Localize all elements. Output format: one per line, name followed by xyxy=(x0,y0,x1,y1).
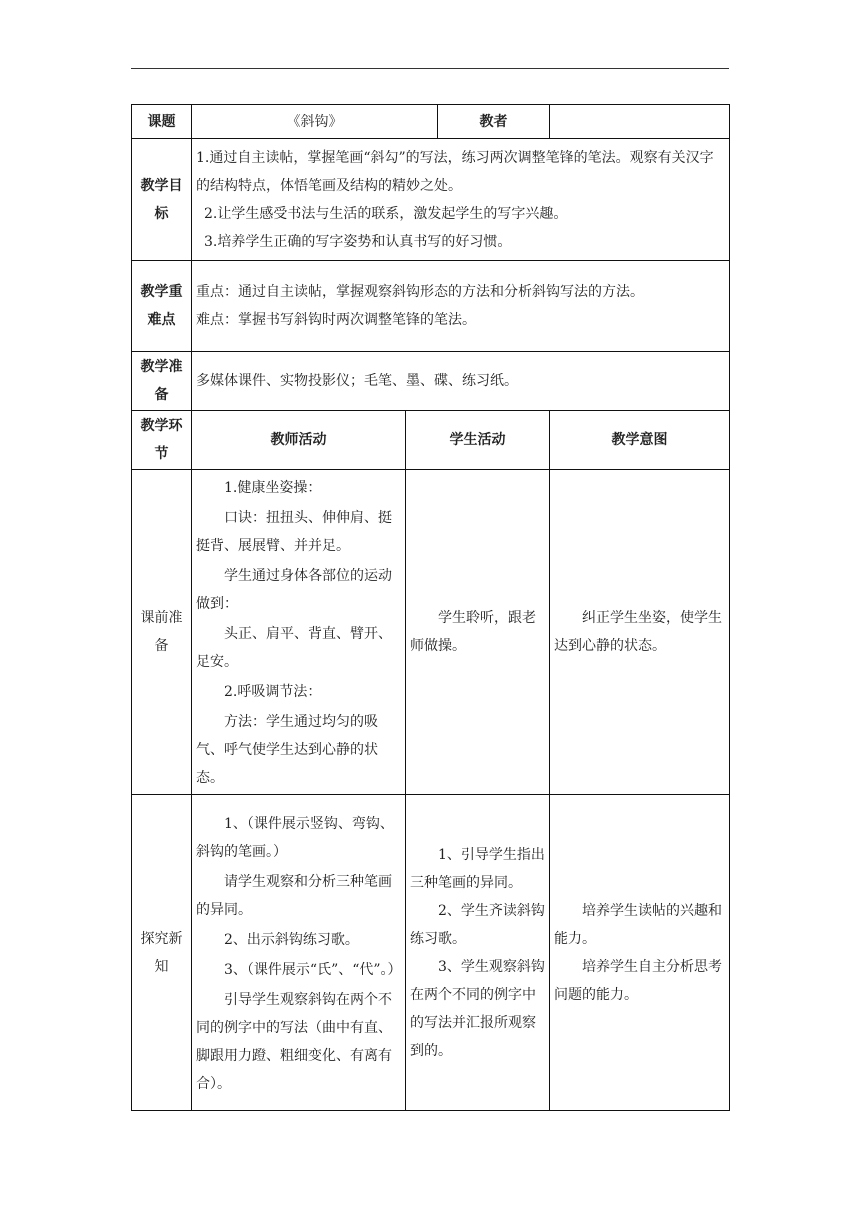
topic-label: 课题 xyxy=(132,105,192,139)
student-step: 1、引导学生指出三种笔画的异同。 xyxy=(410,846,545,891)
keypoints-content xyxy=(192,261,730,352)
teacher-column-header: 教师活动 xyxy=(192,411,406,470)
teaching-intent xyxy=(550,795,730,1111)
goal-item-1: 1.通过自主读帖，掌握笔画“斜勾”的写法，练习两次调整笔锋的笔法。观察有关汉字的结构特点，体悟笔画及结构的精妙之处。 xyxy=(196,149,714,194)
intent-item: 纠正学生坐姿，使学生达到心静的状态。 xyxy=(554,610,722,654)
preparation-label: 教学准备 xyxy=(132,352,192,411)
teacher-label: 教者 xyxy=(438,105,550,139)
lesson-plan-table xyxy=(131,104,730,1111)
goals-label: 教学目标 xyxy=(132,139,192,261)
student-step: 学生聆听，跟老师做操。 xyxy=(410,610,536,654)
row-column-headers xyxy=(132,411,730,470)
keypoint-focus: 重点：通过自主读帖，掌握观察斜钩形态的方法和分析斜钩写法的方法。 xyxy=(196,284,644,300)
row-preparation xyxy=(132,352,730,411)
teacher-step: 学生通过身体各部位的运动做到： xyxy=(196,568,392,612)
teacher-value xyxy=(550,105,730,139)
keypoints-label: 教学重难点 xyxy=(132,261,192,352)
teacher-step: 3、（课件展示“氏”、“代”。） xyxy=(224,961,402,978)
teacher-step: 请学生观察和分析三种笔画的异同。 xyxy=(196,873,392,918)
student-step: 2、学生齐读斜钩练习歌。 xyxy=(410,902,545,947)
teacher-step: 方法：学生通过均匀的吸气、呼气使学生达到心静的状态。 xyxy=(196,714,378,786)
teacher-step: 头正、肩平、背直、臂开、足安。 xyxy=(196,626,392,670)
row-goals xyxy=(132,139,730,261)
teacher-activity xyxy=(192,470,406,795)
goal-item-2: 2.让学生感受书法与生活的联系，激发起学生的写字兴趣。 xyxy=(204,205,568,222)
stage-column-header: 教学环节 xyxy=(132,411,192,470)
teacher-step: 1、（课件展示竖钩、弯钩、斜钩的笔画。） xyxy=(196,815,394,860)
student-activity xyxy=(406,470,550,795)
goal-item-3: 3.培养学生正确的写字姿势和认真书写的好习惯。 xyxy=(204,233,512,250)
teacher-step: 2、出示斜钩练习歌。 xyxy=(224,931,359,948)
header-rule xyxy=(131,68,729,69)
intent-item: 培养学生读帖的兴趣和能力。 xyxy=(554,902,722,947)
teaching-intent xyxy=(550,470,730,795)
teacher-step: 2.呼吸调节法： xyxy=(224,684,322,700)
keypoint-difficulty: 难点：掌握书写斜钩时两次调整笔锋的笔法。 xyxy=(196,312,476,328)
student-step: 3、学生观察斜钩在两个不同的例字中的写法并汇报所观察到的。 xyxy=(410,958,545,1059)
row-keypoints xyxy=(132,261,730,352)
teacher-activity xyxy=(192,795,406,1111)
student-column-header: 学生活动 xyxy=(406,411,550,470)
teacher-step: 口诀：扭扭头、伸伸肩、挺挺背、展展臂、并并足。 xyxy=(196,510,392,554)
stage-name: 探究新知 xyxy=(132,795,192,1111)
intent-column-header: 教学意图 xyxy=(550,411,730,470)
preparation-value: 多媒体课件、实物投影仪；毛笔、墨、碟、练习纸。 xyxy=(192,352,730,411)
row-stage-preparation xyxy=(132,470,730,795)
intent-item: 培养学生自主分析思考问题的能力。 xyxy=(554,958,722,1003)
goals-content xyxy=(192,139,730,261)
teacher-step: 1.健康坐姿操： xyxy=(224,480,322,496)
row-stage-explore xyxy=(132,795,730,1111)
student-activity xyxy=(406,795,550,1111)
row-title xyxy=(132,105,730,139)
stage-name: 课前准备 xyxy=(132,470,192,795)
teacher-step: 引导学生观察斜钩在两个不同的例字中的写法（曲中有直、脚跟用力蹬、粗细变化、有离有合）。 xyxy=(196,991,392,1092)
topic-value: 《斜钩》 xyxy=(192,105,438,139)
